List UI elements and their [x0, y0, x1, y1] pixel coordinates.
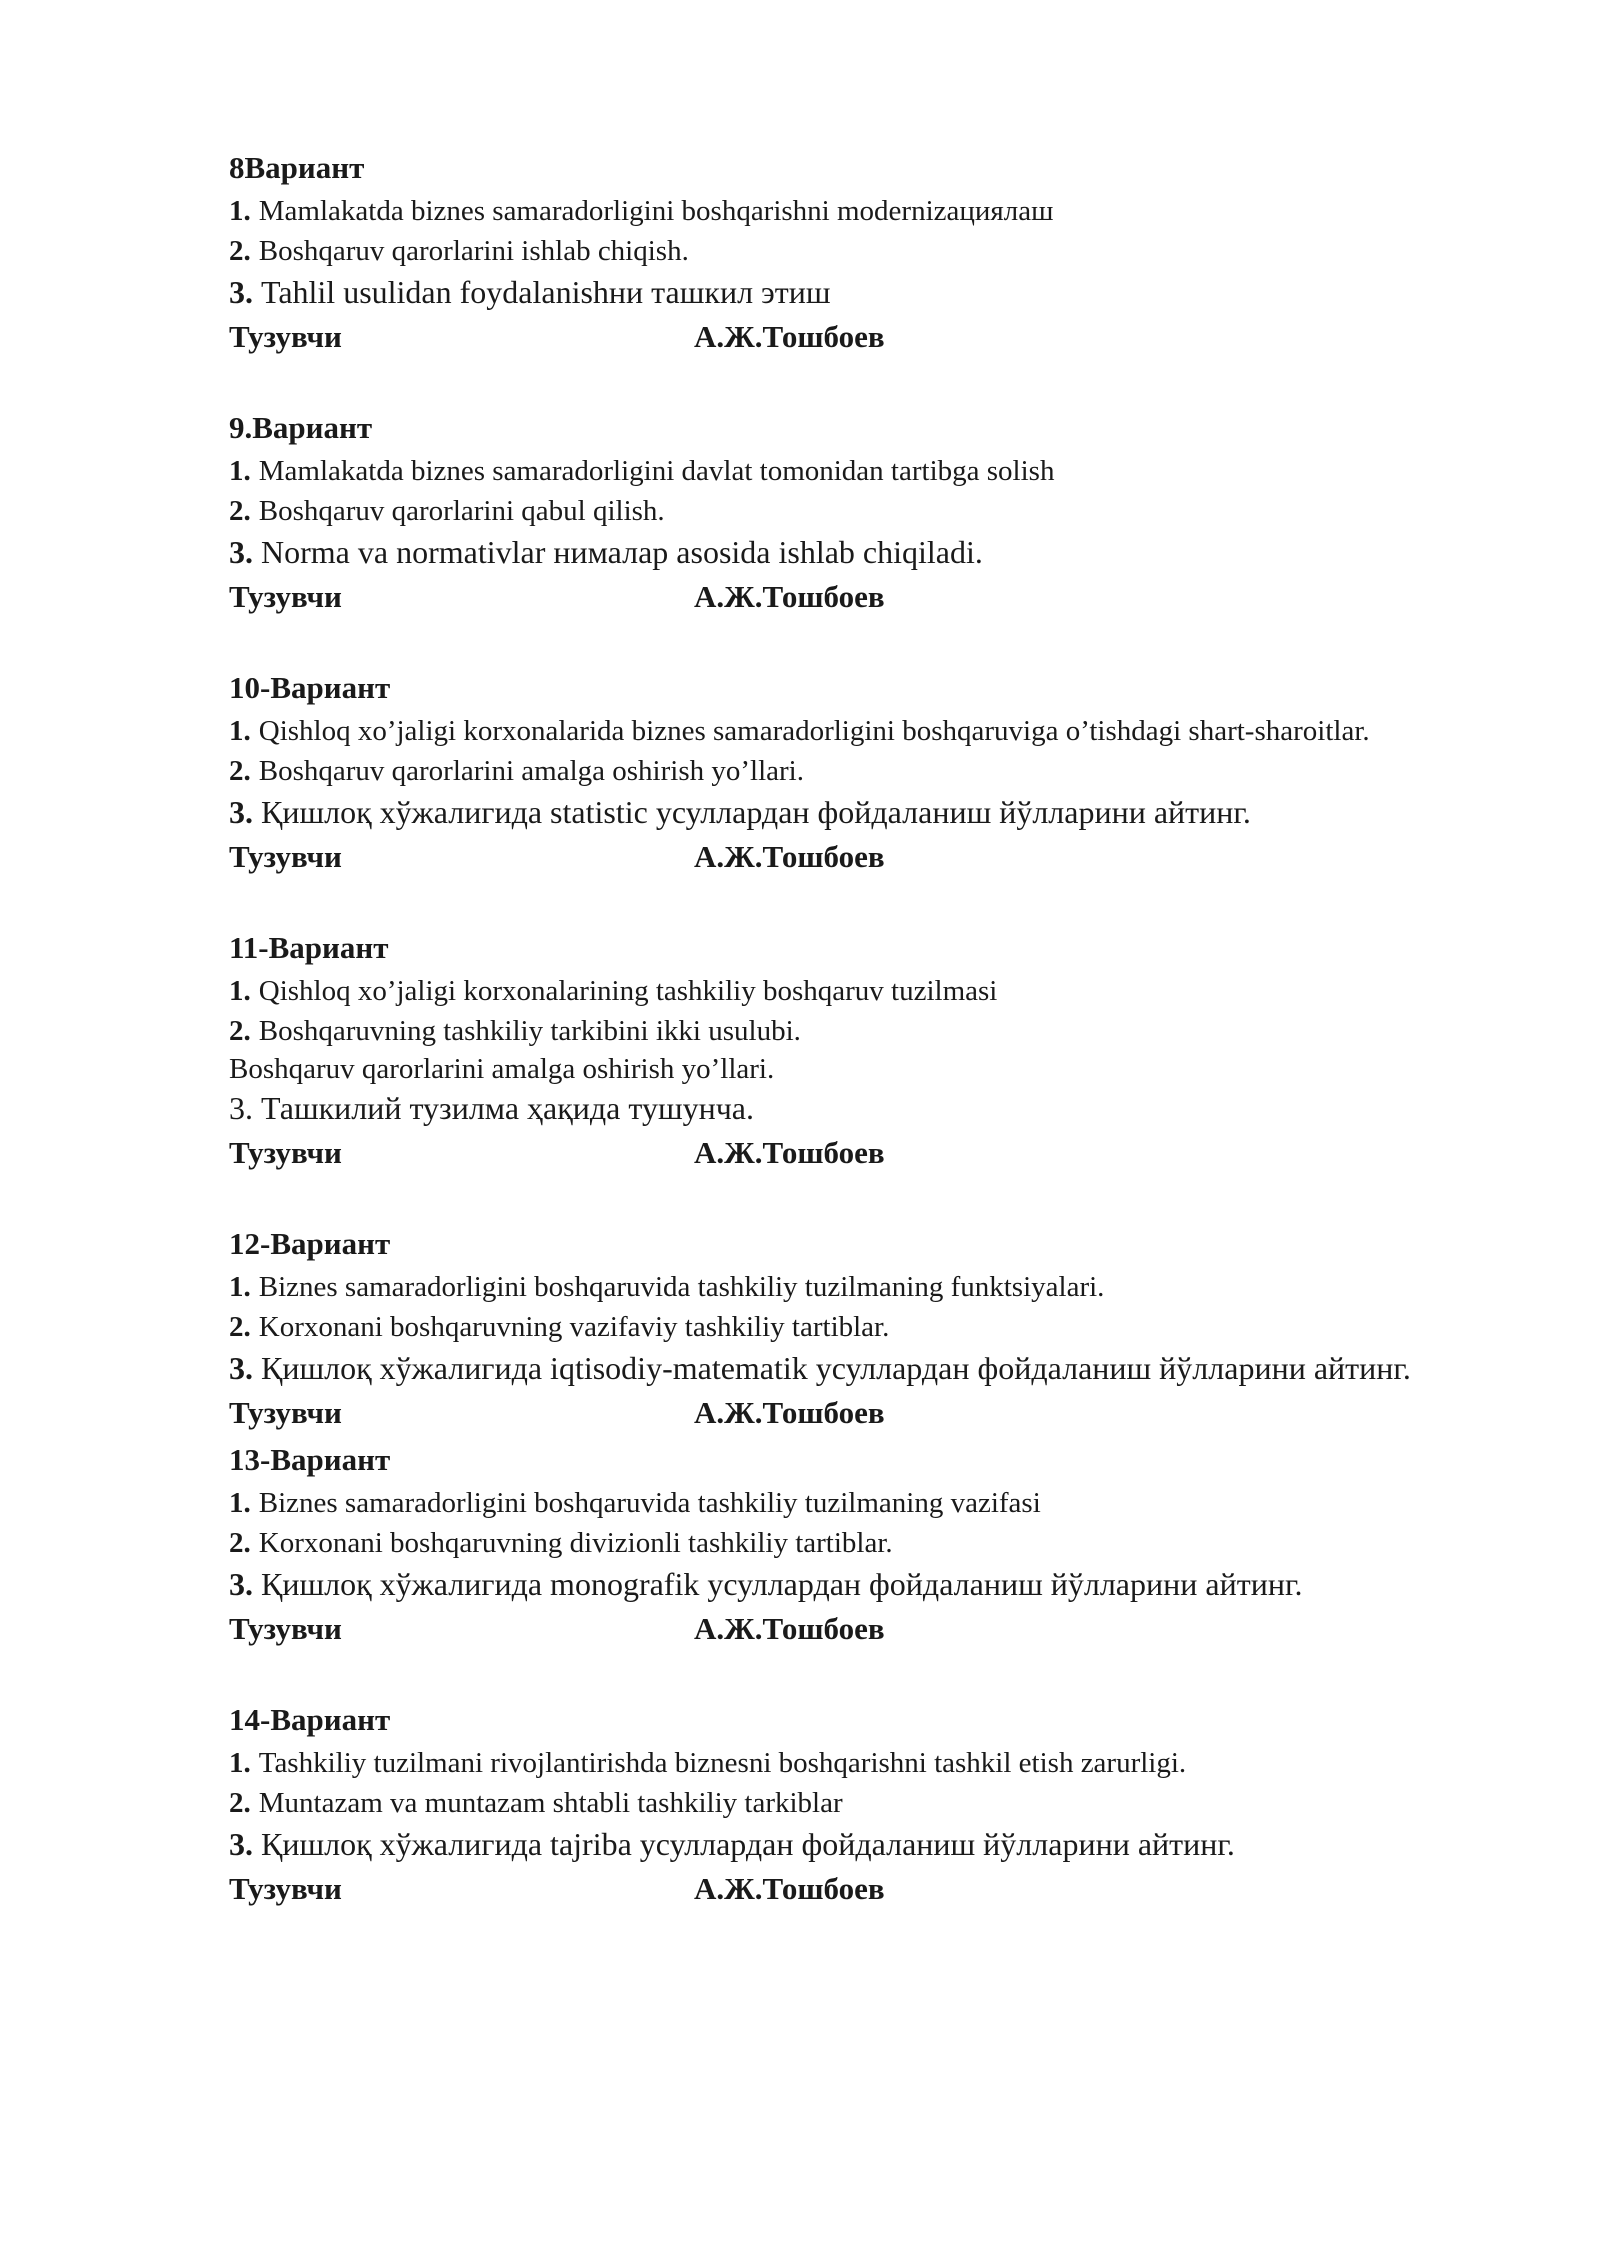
extra-line: Boshqaruv qarorlarini amalga oshirish yo’llari.	[229, 1053, 775, 1085]
variant-block-12	[229, 1221, 1491, 1437]
signature-line	[229, 1865, 1491, 1913]
question-2	[229, 1011, 1491, 1051]
signature-name: А.Ж.Тошбоев	[694, 839, 885, 874]
question-text: Biznes samaradorligini boshqaruvida tashkiliy tuzilmaning funktsiyalari.	[258, 1271, 1105, 1303]
signature-role: Тузувчи	[229, 319, 342, 354]
question-number: 3.	[229, 794, 253, 830]
question-text: Қишлоқ хўжалигида monografik усуллардан фойдаланиш йўлларини айтинг.	[261, 1566, 1303, 1602]
signature-name: А.Ж.Тошбоев	[694, 1135, 885, 1170]
question-text: Қишлоқ хўжалигида statistic усуллардан фойдаланиш йўлларини айтинг.	[261, 794, 1251, 830]
question-number: 1.	[229, 1747, 251, 1779]
variant-title: 14-Вариант	[229, 1702, 391, 1737]
question-3	[229, 1823, 1491, 1865]
signature-name: А.Ж.Тошбоев	[694, 1611, 885, 1646]
question-text: Қишлоқ хўжалигида tajriba усуллардан фойдаланиш йўлларини айтинг.	[261, 1826, 1235, 1862]
variant-block-14	[229, 1697, 1491, 1913]
question-2	[229, 1307, 1491, 1347]
question-number: 3.	[229, 1566, 253, 1602]
question-2	[229, 491, 1491, 531]
signature-role: Тузувчи	[229, 1871, 342, 1906]
signature-role: Тузувчи	[229, 1611, 342, 1646]
question-text: Qishloq xo’jaligi korxonalarida biznes samaradorligini boshqaruviga o’tishdagi shart-sharoitlar.	[258, 715, 1370, 747]
question-2	[229, 231, 1491, 271]
question-3	[229, 791, 1491, 833]
question-3	[229, 271, 1491, 313]
variant-title: 8Вариант	[229, 150, 365, 185]
variant-title: 11-Вариант	[229, 930, 389, 965]
question-text: Tahlil usulidan foydalanishни ташкил этиш	[261, 274, 831, 310]
question-text: Tashkiliy tuzilmani rivojlantirishda biznesni boshqarishni tashkil etish zarurligi.	[258, 1747, 1187, 1779]
question-number: 2.	[229, 1015, 251, 1047]
signature-line	[229, 573, 1491, 621]
variant-block-9	[229, 405, 1491, 621]
variant-title: 10-Вариант	[229, 670, 391, 705]
question-1	[229, 971, 1491, 1011]
question-text: Qishloq xo’jaligi korxonalarining tashkiliy boshqaruv tuzilmasi	[258, 975, 998, 1007]
signature-line	[229, 1129, 1491, 1177]
question-number: 3.	[229, 534, 253, 570]
question-text: Қишлоқ хўжалигида iqtisodiy-matematik усуллардан фойдаланиш йўлларини айтинг.	[261, 1350, 1411, 1386]
question-number: 1.	[229, 195, 251, 227]
question-text: Mamlakatda biznes samaradorligini davlat tomonidan tartibga solish	[258, 455, 1055, 487]
question-1	[229, 191, 1491, 231]
variant-title: 12-Вариант	[229, 1226, 391, 1261]
variant-title: 9.Вариант	[229, 410, 373, 445]
question-1	[229, 1483, 1491, 1523]
question-2	[229, 1783, 1491, 1823]
question-text: Boshqaruv qarorlarini ishlab chiqish.	[258, 235, 689, 267]
question-number: 2.	[229, 1311, 251, 1343]
question-number: 2.	[229, 1527, 251, 1559]
question-number: 1.	[229, 1487, 251, 1519]
signature-line	[229, 1605, 1491, 1653]
question-text: Norma va normativlar нималар asosida ishlab chiqiladi.	[261, 534, 983, 570]
question-number: 1.	[229, 715, 251, 747]
question-number: 2.	[229, 1787, 251, 1819]
question-3	[229, 1563, 1491, 1605]
signature-name: А.Ж.Тошбоев	[694, 319, 885, 354]
signature-role: Тузувчи	[229, 839, 342, 874]
variant-title: 13-Вариант	[229, 1442, 391, 1477]
question-text: Korxonani boshqaruvning vazifaviy tashkiliy tartiblar.	[258, 1311, 890, 1343]
signature-role: Тузувчи	[229, 1135, 342, 1170]
question-number: 3.	[229, 1350, 253, 1386]
variant-block-13	[229, 1437, 1491, 1653]
signature-line	[229, 313, 1491, 361]
question-2	[229, 1523, 1491, 1563]
question-number: 1.	[229, 455, 251, 487]
signature-name: А.Ж.Тошбоев	[694, 1871, 885, 1906]
variant-block-8	[229, 145, 1491, 361]
question-3	[229, 1347, 1491, 1389]
question-1	[229, 1743, 1491, 1783]
question-text: Mamlakatda biznes samaradorligini boshqarishni modernizaциялаш	[258, 195, 1054, 227]
question-1	[229, 1267, 1491, 1307]
question-number: 3.	[229, 1826, 253, 1862]
question-3	[229, 531, 1491, 573]
variant-block-11	[229, 925, 1491, 1177]
question-text: Biznes samaradorligini boshqaruvida tashkiliy tuzilmaning vazifasi	[258, 1487, 1041, 1519]
signature-line	[229, 1389, 1491, 1437]
question-number: 2.	[229, 235, 251, 267]
question-number: 2.	[229, 755, 251, 787]
question-number: 3.	[229, 274, 253, 310]
question-text: Muntazam va muntazam shtabli tashkiliy tarkiblar	[258, 1787, 843, 1819]
signature-role: Тузувчи	[229, 579, 342, 614]
question-number: 1.	[229, 1271, 251, 1303]
question-number: 2.	[229, 495, 251, 527]
signature-role: Тузувчи	[229, 1395, 342, 1430]
question-1	[229, 451, 1491, 491]
question-text: Boshqaruvning tashkiliy tarkibini ikki usulubi.	[258, 1015, 801, 1047]
signature-line	[229, 833, 1491, 881]
question-text: Korxonani boshqaruvning divizionli tashkiliy tartiblar.	[258, 1527, 893, 1559]
signature-name: А.Ж.Тошбоев	[694, 579, 885, 614]
question-3: 3. Ташкилий тузилма ҳақида тушунча.	[229, 1090, 754, 1126]
signature-name: А.Ж.Тошбоев	[694, 1395, 885, 1430]
document-content	[229, 145, 1491, 1957]
question-1	[229, 711, 1491, 751]
question-number: 1.	[229, 975, 251, 1007]
question-text: Boshqaruv qarorlarini qabul qilish.	[258, 495, 665, 527]
question-2	[229, 751, 1491, 791]
variant-block-10	[229, 665, 1491, 881]
question-text: Boshqaruv qarorlarini amalga oshirish yo’llari.	[258, 755, 804, 787]
